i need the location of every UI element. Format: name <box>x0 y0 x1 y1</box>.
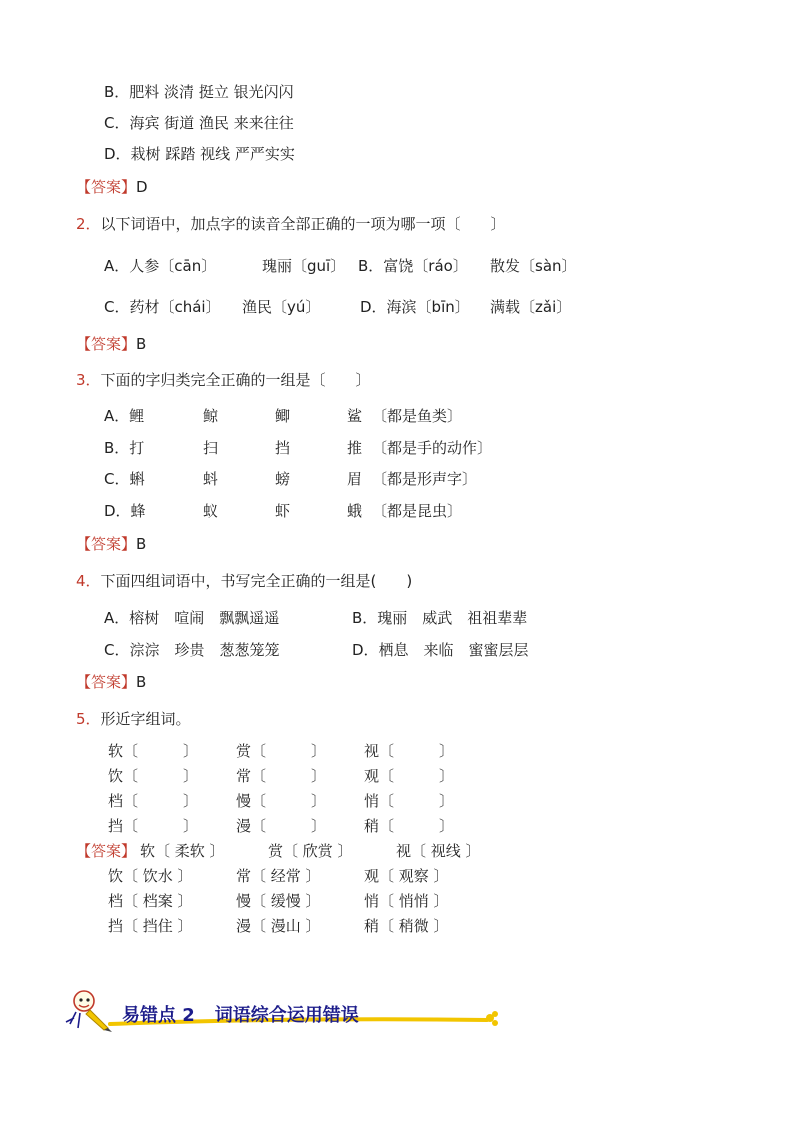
option-b: B．肥料 淡清 挺立 银光闪闪 <box>104 83 294 101</box>
answer-value: B <box>136 535 147 553</box>
option-d1: D．海滨〔bīn〕 <box>360 298 470 316</box>
option-a: A．榕树 喧闹 飘飘遥遥 <box>104 609 280 627</box>
answer-cell: 悄〔 悄悄 〕 <box>364 892 449 910</box>
answer-cell: 软〔 柔软 〕 <box>140 842 225 860</box>
option-c: C．海宾 街道 渔民 来来往往 <box>104 114 294 132</box>
pencil-mascot-icon <box>64 988 116 1032</box>
blank-cell: 常〔 〕 <box>236 767 327 785</box>
q3-row-c-note: 〔都是形声字〕 <box>372 470 478 488</box>
blank-cell: 赏〔 〕 <box>236 742 327 760</box>
question-2 <box>76 214 506 234</box>
answer-line <box>76 672 146 692</box>
answer-cell: 稍〔 稍微 〕 <box>364 917 449 935</box>
option-a1: A．人参〔cān〕 <box>104 257 217 275</box>
q3-row-c-label: C．蝌 <box>104 470 145 488</box>
blank-cell: 稍〔 〕 <box>364 817 455 835</box>
q3-row-c-char: 螃 <box>275 470 291 488</box>
question-5 <box>76 709 191 729</box>
section-title <box>122 1001 359 1027</box>
option-c1: C．药材〔chái〕 <box>104 298 221 316</box>
option-d: D．栽树 踩踏 视线 严严实实 <box>104 145 295 163</box>
option-d: D．栖息 来临 蜜蜜层层 <box>352 641 529 659</box>
q3-row-a-char: 鲸 <box>203 407 219 425</box>
q3-row-b-label: B．打 <box>104 439 145 457</box>
q3-row-b-char: 推 <box>347 439 363 457</box>
blank-cell: 漫〔 〕 <box>236 817 327 835</box>
q3-row-a-note: 〔都是鱼类〕 <box>372 407 463 425</box>
q3-row-a-char: 鲫 <box>275 407 291 425</box>
answer-cell: 漫〔 漫山 〕 <box>236 917 321 935</box>
option-c2: 渔民〔yú〕 <box>242 298 321 316</box>
answer-value: B <box>136 335 147 353</box>
option-a2: 瑰丽〔guī〕 <box>262 257 346 275</box>
option-b2: 散发〔sàn〕 <box>490 257 577 275</box>
answer-cell: 挡〔 挡住 〕 <box>108 917 193 935</box>
answer-line <box>76 334 146 354</box>
answer-cell: 档〔 档案 〕 <box>108 892 193 910</box>
answer-cell: 赏〔 欣赏 〕 <box>268 842 353 860</box>
answer-tag: 【答案】 <box>76 178 137 196</box>
blank-cell: 软〔 〕 <box>108 742 199 760</box>
question-stem: 下面的字归类完全正确的一组是〔 〕 <box>100 371 371 389</box>
answer-line <box>76 177 148 197</box>
question-stem: 形近字组词。 <box>100 710 191 728</box>
blank-cell: 慢〔 〕 <box>236 792 327 810</box>
blank-cell: 饮〔 〕 <box>108 767 199 785</box>
q3-row-d-char: 虾 <box>275 502 291 520</box>
answer-cell: 常〔 经常 〕 <box>236 867 321 885</box>
q3-row-b-char: 挡 <box>275 439 291 457</box>
q3-row-d-note: 〔都是昆虫〕 <box>372 502 463 520</box>
question-number: 3． <box>76 371 101 389</box>
q3-row-b-char: 扫 <box>203 439 219 457</box>
blank-cell: 档〔 〕 <box>108 792 199 810</box>
question-number: 4． <box>76 572 101 590</box>
question-stem: 下面四组词语中，书写完全正确的一组是( ) <box>100 572 413 590</box>
answer-value: B <box>136 673 147 691</box>
option-c: C．淙淙 珍贵 葱葱笼笼 <box>104 641 280 659</box>
q3-row-d-char: 蚁 <box>203 502 219 520</box>
answer-cell: 观〔 观察 〕 <box>364 867 449 885</box>
answer-cell: 慢〔 缓慢 〕 <box>236 892 321 910</box>
answer-tag: 【答案】 <box>76 335 137 353</box>
q3-row-d-label: D．蜂 <box>104 502 146 520</box>
answer-cell: 饮〔 饮水 〕 <box>108 867 193 885</box>
question-4 <box>76 571 412 591</box>
question-stem: 以下词语中，加点字的读音全部正确的一项为哪一项〔 〕 <box>100 215 506 233</box>
answer-cell: 视〔 视线 〕 <box>396 842 481 860</box>
answer-tag: 【答案】 <box>76 535 137 553</box>
option-b: B．瑰丽 威武 祖祖辈辈 <box>352 609 528 627</box>
section-title-text: 词语综合运用错误 <box>214 1005 359 1026</box>
answer-line <box>76 534 146 554</box>
answer-tag: 【答案】 <box>76 842 137 860</box>
q3-row-d-char: 蛾 <box>347 502 363 520</box>
question-number: 5． <box>76 710 101 728</box>
q3-row-c-char: 蚪 <box>203 470 219 488</box>
answer-tag: 【答案】 <box>76 673 137 691</box>
q3-row-a-char: 鲨 <box>347 407 363 425</box>
q3-row-a-label: A．鲤 <box>104 407 145 425</box>
blank-cell: 观〔 〕 <box>364 767 455 785</box>
option-b1: B．富饶〔ráo〕 <box>358 257 468 275</box>
option-d2: 满载〔zǎi〕 <box>490 298 572 316</box>
blank-cell: 视〔 〕 <box>364 742 455 760</box>
answer-tag-line <box>76 841 136 861</box>
blank-cell: 悄〔 〕 <box>364 792 455 810</box>
q3-row-c-char: 眉 <box>347 470 363 488</box>
blank-cell: 挡〔 〕 <box>108 817 199 835</box>
q3-row-b-note: 〔都是手的动作〕 <box>372 439 493 457</box>
answer-value: D <box>136 178 148 196</box>
section-label: 易错点 2 <box>122 1005 195 1026</box>
question-number: 2． <box>76 215 101 233</box>
question-3 <box>76 370 371 390</box>
